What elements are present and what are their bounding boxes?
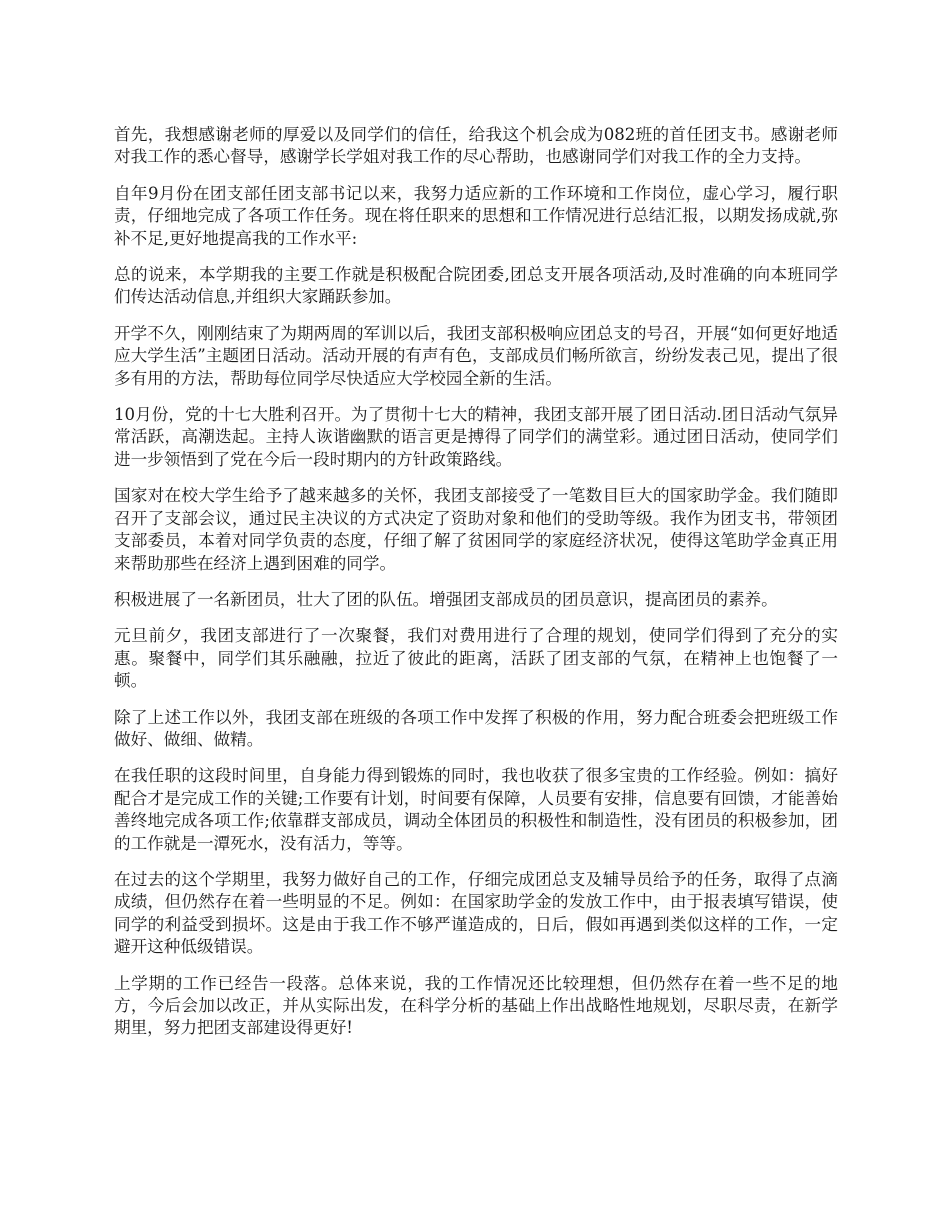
paragraph-3: 总的说来，本学期我的主要工作就是积极配合院团委,团总支开展各项活动,及时准确的向本班同学们传达活动信息,并组织大家踊跃参加。 (114, 265, 838, 307)
paragraph-6: 国家对在校大学生给予了越来越多的关怀，我团支部接受了一笔数目巨大的国家助学金。我们随即召开了支部会议，通过民主决议的方式决定了资助对象和他们的受助等级。我作为团支书，带领团支部委员，本着对同学负责的态度，仔细了解了贫困同学的家庭经济状况，使得这笔助学金真正用来帮助那些在经济上遇到困难的同学。 (114, 486, 838, 573)
document-body (114, 124, 838, 1054)
paragraph-5: 10月份，党的十七大胜利召开。为了贯彻十七大的精神，我团支部开展了团日活动.团日活动气氛异常活跃，高潮迭起。主持人诙谐幽默的语言更是搏得了同学们的满堂彩。通过团日活动，使同学们进一步领悟到了党在今后一段时期内的方针政策路线。 (114, 405, 838, 469)
paragraph-10: 在我任职的这段时间里，自身能力得到锻炼的同时，我也收获了很多宝贵的工作经验。例如：搞好配合才是完成工作的关键;工作要有计划，时间要有保障，人员要有安排，信息要有回馈，才能善始善终地完成各项工作;依靠群支部成员，调动全体团员的积极性和制造性，没有团员的积极参加，团的工作就是一潭死水，没有活力，等等。 (114, 766, 838, 853)
paragraph-9: 除了上述工作以外，我团支部在班级的各项工作中发挥了积极的作用，努力配合班委会把班级工作做好、做细、做精。 (114, 707, 838, 749)
paragraph-1: 首先，我想感谢老师的厚爱以及同学们的信任，给我这个机会成为082班的首任团支书。感谢老师对我工作的悉心督导，感谢学长学姐对我工作的尽心帮助，也感谢同学们对我工作的全力支持。 (114, 125, 838, 167)
paragraph-12: 上学期的工作已经告一段落。总体来说，我的工作情况还比较理想，但仍然存在着一些不足的地方，今后会加以改正，并从实际出发，在科学分析的基础上作出战略性地规划，尽职尽责，在新学期里，努力把团支部建设得更好! (114, 973, 838, 1038)
paragraph-7: 积极进展了一名新团员，壮大了团的队伍。增强团支部成员的团员意识，提高团员的素养。 (114, 589, 778, 609)
paragraph-8: 元旦前夕，我团支部进行了一次聚餐，我们对费用进行了合理的规划，使同学们得到了充分的实惠。聚餐中，同学们其乐融融，拉近了彼此的距离，活跃了团支部的气氛，在精神上也饱餐了一顿。 (114, 626, 838, 691)
paragraph-11: 在过去的这个学期里，我努力做好自己的工作，仔细完成团总支及辅导员给予的任务，取得了点滴成绩，但仍然存在着一些明显的不足。例如：在国家助学金的发放工作中，由于报表填写错误，使同学的利益受到损坏。这是由于我工作不够严谨造成的，日后，假如再遇到类似这样的工作，一定避开这种低级错误。 (114, 869, 838, 957)
paragraph-4: 开学不久，刚刚结束了为期两周的军训以后，我团支部积极响应团总支的号召，开展“如何更好地适应大学生活”主题团日活动。活动开展的有声有色，支部成员们畅所欲言，纷纷发表己见，提出了很多有用的方法，帮助每位同学尽快适应大学校园全新的生活。 (114, 323, 838, 388)
paragraph-2: 自年9月份在团支部任团支部书记以来，我努力适应新的工作环境和工作岗位，虚心学习，履行职责，仔细地完成了各项工作任务。现在将任职来的思想和工作情况进行总结汇报，以期发扬成就,弥补不足,更好地提高我的工作水平: (114, 183, 838, 248)
